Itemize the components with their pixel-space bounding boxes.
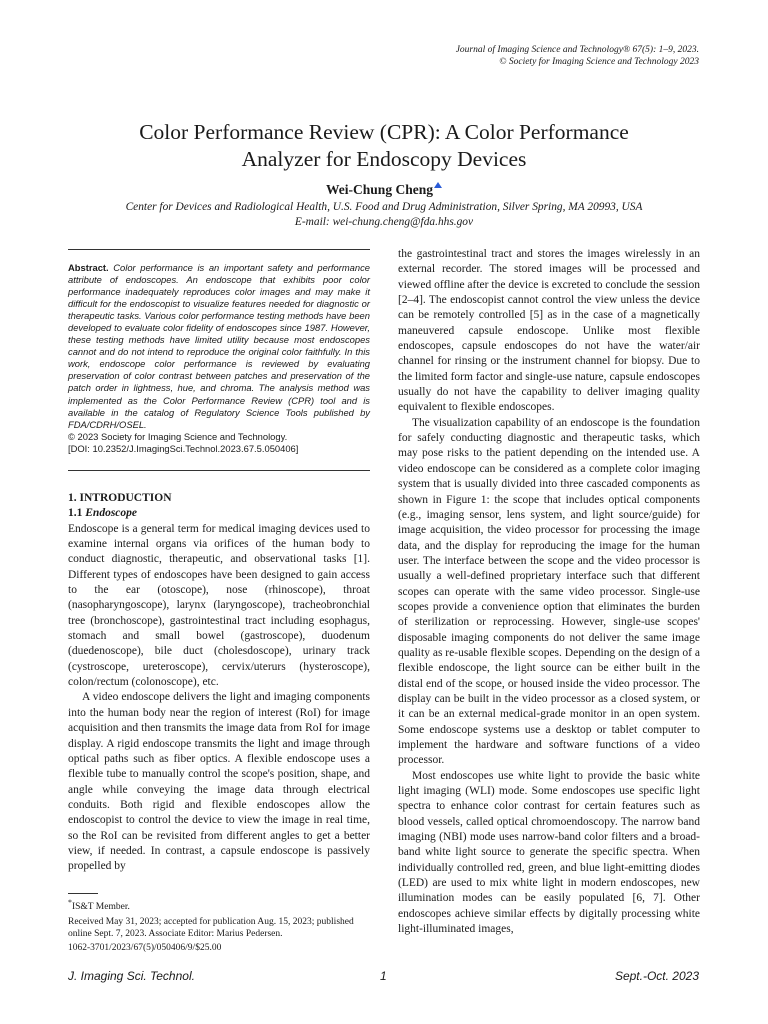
left-column: [68, 491, 370, 875]
footnote-member: [68, 897, 370, 913]
author-line: [0, 182, 768, 198]
right-paragraph-1: the gastrointestinal tract and stores the images wirelessly in an external recorder. The stored images will be processed and viewed offline after the device is excreted to conclude the session [2–4]. The endoscopist cannot control the view unless the device can be remotely controlled [5] as in the case of a magnetically maneuvered capsule endoscope. Unlike most flexible endoscopes, capsule endoscopes do not have the water/air channel for rinsing or the instrument channel for biopsy. Due to the limited form factor and single-use nature, capsule endoscopes usually do not have the capability to deliver imaging quality equivalent to flexible endoscopes.: [398, 248, 700, 414]
author-email[interactable]: E-mail: wei-chung.cheng@fda.hhs.gov: [294, 216, 474, 228]
left-paragraph-2: A video endoscope delivers the light and imaging components into the human body near the region of interest (RoI) for image acquisition and then transmits the image data from RoI for image display. A rigid endoscope transmits the light and image through optical paths such as fiber optics. A flexible endoscope uses a flexible tube to manually control the scope's position, shape, and angle while conveying the image data through electrical conduits. Both rigid and flexible endoscopes allow the endoscopist to control the device to view the image in real time, so the RoI can be revisited from different angles to get a better view, if needed. In contrast, a capsule endoscope is passively propelled by: [68, 691, 370, 873]
affiliation-block: [40, 200, 728, 230]
subsection-heading: [68, 506, 370, 521]
right-paragraph-3: Most endoscopes use white light to provide the basic white light imaging (WLI) mode. Some endoscopes use specific light spectra to enhance color contrast for certain features such as blood vessels, called optical chromoendoscopy. The narrow band imaging (NBI) mode uses narrow-band color filters and a broad-band white light source to generate the specific spectra. When individually controlled red, green, and blue light-emitting diodes (LED) are used to mix white light in modern endoscopes, new illumination modes can be easily populated [6, 7]. Other endoscopes achieve similar effects by digitally processing white light-illuminated images,: [398, 769, 700, 936]
subsection-title: Endoscope: [85, 507, 137, 520]
paper-title: [40, 119, 728, 173]
abstract-doi[interactable]: [DOI: 10.2352/J.ImagingSci.Technol.2023.67.5.050406]: [68, 442, 299, 454]
title-line-2: Analyzer for Endoscopy Devices: [241, 147, 527, 171]
member-marker-icon: [434, 182, 442, 188]
section-heading: 1. INTRODUCTION: [68, 492, 172, 504]
footer-page-number: 1: [380, 969, 387, 983]
abstract-text: Color performance is an important safety and performance attribute of endoscopes. An endoscope that exhibits poor color performance inadequately reproduces color images and may make it difficult for the endoscopist to visualize features needed for diagnostic or therapeutic tasks. Various color performance testing methods have been developed to evaluate color fidelity of endoscopes since 1987. However, these testing methods have limited utility because most endoscopes cannot and do not intend to reproduce the original color faithfully. In this work, endoscope color performance is reviewed by evaluating preservation of color contrast between patches and preservation of the patch order in lightness, hue, and chroma. The analysis method was implemented as the Color Performance Review (CPR) tool and is available in the catalog of Regulatory Science Tools published by FDA/CDRH/OSEL.: [68, 262, 371, 430]
author-name: Wei-Chung Cheng: [326, 182, 433, 197]
footnote-marker: *: [68, 898, 72, 907]
footnote-code: 1062-3701/2023/67(5)/050406/9/$25.00: [68, 943, 222, 953]
right-column: [398, 247, 700, 937]
footnote-received: Received May 31, 2023; accepted for publication Aug. 15, 2023; published online Sept. 7, 2023. Associate Editor: Marius Pedersen.: [68, 917, 354, 939]
journal-line: Journal of Imaging Science and Technology® 67(5): 1–9, 2023.: [455, 45, 699, 55]
copyright-line: © Society for Imaging Science and Technology 2023: [499, 57, 699, 67]
abstract-bottom-rule: [68, 470, 370, 471]
footer-journal: J. Imaging Sci. Technol.: [68, 969, 195, 983]
footnote-rule: [68, 893, 98, 894]
abstract-block: [68, 262, 370, 455]
footer-date: Sept.-Oct. 2023: [614, 969, 699, 983]
title-line-1: Color Performance Review (CPR): A Color Performance: [139, 120, 629, 144]
affiliation: Center for Devices and Radiological Health, U.S. Food and Drug Administration, Silver Spring, MA 20993, USA: [125, 201, 643, 213]
abstract-copyright: © 2023 Society for Imaging Science and Technology.: [68, 430, 288, 442]
abstract-top-rule: [68, 249, 370, 250]
right-paragraph-2: The visualization capability of an endoscope is the foundation for safely conducting diagnostic and therapeutic tasks, which may pose risks to the patient depending on the intended use. A video endoscope can be considered as a complete color imaging system that is usually divided into three cascaded components as shown in Figure 1: the scope that includes optical components (e.g., imaging sensor, lens system, and light source/guide) for image acquisition, the video processor for processing the image data, and the display for reproducing the image for the human user. The interface between the scope and the video processor is usually a well-defined proprietary interface such that different scopes can operate with the same video processor. Single-use scopes provide a convenience option that eliminates the burden of sterilization or reprocessing. However, single-use scopes' disposable imaging components do not deliver the same image quality as re-usable flexible scopes. Depending on the design of a flexible endoscope, the light source can be either built in the distal end of the scope, or housed inside the video processor. The display can be built in the video processor as a closed system, or it can be an external medical-grade monitor in an open system. Some endoscope systems use a desktop or tablet computer to implement the hardware and software functions of a video processor.: [398, 416, 700, 767]
abstract-label: Abstract.: [68, 262, 109, 273]
footnote-member-text: IS&T Member.: [71, 902, 130, 913]
subsection-number: 1.1: [68, 507, 83, 520]
left-paragraph-1: Endoscope is a general term for medical imaging devices used to examine internal organs via orifices of the human body to conduct diagnostic, therapeutic, and observational tasks [1]. Different types of endoscopes have been designed to gain access to the ear (otoscope), nose (rhinoscope), throat (nasopharyngoscope), larynx (laryngoscope), tracheobronchial tree (bronchoscope), gastrointestinal tract including esophagus, stomach and small bowel (gastroscope), duodenum (duedenoscope), bile duct (cholesdoscope), urinary track (cystroscope, ureteroscope), cervix/uterurs (hysteroscope), colon/rectum (colonoscope), etc.: [68, 522, 370, 689]
running-header: [456, 44, 699, 68]
